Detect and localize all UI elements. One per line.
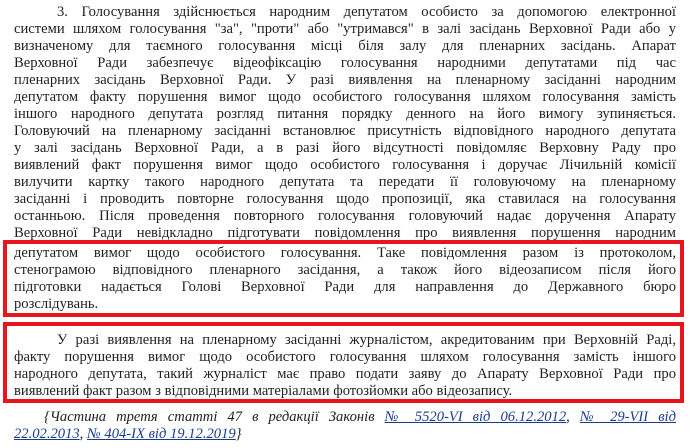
paragraph-line: іншого народного депутата розгляд питання порядку денного на його вимогу зупиняється. [14, 106, 676, 122]
paragraph-line: факту порушення вимог щодо особистого голосування шляхом голосування замість іншого [14, 349, 676, 365]
footnote-text: Частина третя статті 47 в редакції Законів [49, 409, 375, 425]
paragraph-line: народного депутата, такий журналіст має право подати заяву до Апарату Верховної Ради про [14, 366, 676, 382]
paragraph-line: Верховної Ради забезпечує відеофіксацію голосування народними депутатами під час [14, 55, 676, 71]
highlight-box-2 [3, 322, 684, 403]
paragraph-line: засіданні і проводить повторне голосування щодо пропозиції, яка ставилася на голосування [14, 191, 676, 207]
paragraph-line: підготовки надається Голові Верховної Ради для направлення до Державного бюро [14, 279, 676, 295]
paragraph-line: системи шляхом голосування "за", "проти" або "утримався" в залі засідань Верховної Ради або у [14, 21, 676, 37]
paragraph-line: 3. Голосування здійснюється народним депутатом особисто за допомогою електронної [57, 4, 676, 20]
law-link-29-part1[interactable]: № 29-VII від [579, 409, 676, 425]
law-link-29-part2[interactable]: 22.02.2013 [14, 426, 80, 442]
paragraph-line: Верховної Ради невідкладно підготувати повідомлення про виявлення порушення народним [14, 225, 676, 241]
paragraph-line: розслідувань. [14, 296, 99, 312]
footnote-open-brace: { [44, 409, 50, 425]
paragraph-line: визначеному для таємного голосування місці біля залу для пленарних засідань. Апарат [14, 38, 676, 54]
paragraph-line: У разі виявлення на пленарному засіданні журналістом, акредитованим при Верховній Раді, [57, 332, 676, 348]
paragraph-line: останньою. Після проведення повторного голосування головуючий надає доручення Апарату [14, 208, 676, 224]
paragraph-line: депутатом вимог щодо особистого голосування. Таке повідомлення разом із протоколом, [14, 245, 676, 261]
paragraph-line: у залі засідань Верховної Ради, а в разі його відсутності повідомляє Верховну Раду про [14, 140, 676, 156]
footnote-separator: , [79, 426, 84, 442]
law-link-5520[interactable]: № 5520-VI від 06.12.2012 [384, 409, 567, 425]
amendment-note [14, 409, 676, 426]
amendment-note-line-2 [14, 426, 676, 443]
paragraph-line: депутатом факту порушення вимог щодо особистого голосування шляхом голосування замість [14, 89, 676, 105]
highlight-box-1 [3, 240, 684, 317]
paragraph-line: вилучити картку такого народного депутата та передати її головуючому на пленарному [14, 174, 676, 190]
paragraph-line: стенограмою відповідного пленарного засідання, а також його відеозаписом після його [14, 262, 676, 278]
paragraph-line: виявлений факт порушення вимог щодо особистого голосування і доручає Лічильній комісії [14, 157, 676, 173]
paragraph-line: пленарних засідань Верховної Ради. У разі виявлення на пленарному засіданні народним [14, 72, 676, 88]
footnote-close-brace: } [235, 426, 242, 442]
footnote-separator: , [566, 409, 570, 425]
law-link-404[interactable]: № 404-IX від 19.12.2019 [86, 426, 236, 442]
paragraph-line: Головуючий на пленарному засіданні встановлює присутність відповідного народного депутата [14, 123, 676, 139]
paragraph-line: виявлений факт разом з відповідними матеріалами фотозйомки або відеозапису. [14, 383, 513, 399]
